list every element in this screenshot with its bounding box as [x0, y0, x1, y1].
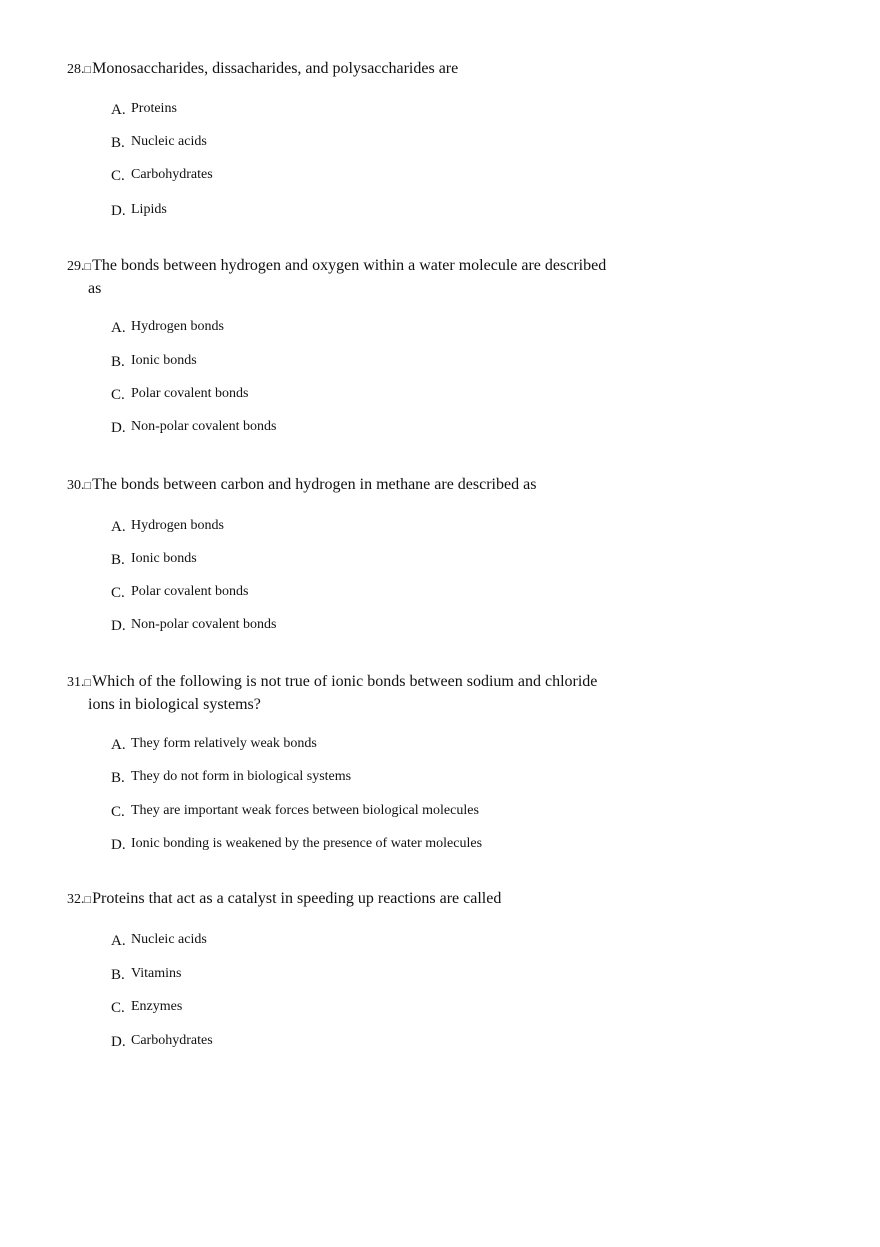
- option-text: Hydrogen bonds: [131, 319, 224, 334]
- option-text: Vitamins: [131, 966, 182, 981]
- option-text: Polar covalent bonds: [131, 386, 249, 401]
- option-c[interactable]: [111, 997, 182, 1016]
- question-number: 29.: [67, 259, 85, 274]
- question-text: Monosaccharides, dissacharides, and polysaccharides are: [92, 60, 459, 77]
- option-d[interactable]: [111, 1031, 213, 1050]
- option-text: Ionic bonds: [131, 353, 197, 368]
- option-c[interactable]: [111, 582, 248, 601]
- option-letter: D.: [111, 1034, 126, 1050]
- option-letter: C.: [111, 804, 125, 820]
- option-text: Nucleic acids: [131, 932, 207, 947]
- question-stem: [67, 671, 667, 715]
- question-text: The bonds between carbon and hydrogen in methane are described as: [92, 476, 537, 493]
- option-a[interactable]: [111, 734, 317, 753]
- option-letter: A.: [111, 102, 126, 118]
- option-c[interactable]: [111, 165, 213, 184]
- option-text: Hydrogen bonds: [131, 518, 224, 533]
- option-text: Ionic bonds: [131, 551, 197, 566]
- option-letter: A.: [111, 933, 126, 949]
- checkbox-glyph-icon: □: [84, 894, 92, 906]
- option-text: Carbohydrates: [131, 1033, 213, 1048]
- question-number: 30.: [67, 478, 85, 493]
- question-stem: [67, 474, 667, 497]
- option-letter: B.: [111, 354, 125, 370]
- option-letter: B.: [111, 967, 125, 983]
- checkbox-glyph-icon: □: [84, 480, 92, 492]
- checkbox-glyph-icon: □: [84, 677, 92, 689]
- question-text: The bonds between hydrogen and oxygen within a water molecule are described: [92, 257, 607, 274]
- option-text: Ionic bonding is weakened by the presence of water molecules: [131, 836, 483, 851]
- option-b[interactable]: [111, 767, 351, 786]
- option-b[interactable]: [111, 964, 182, 983]
- option-letter: B.: [111, 552, 125, 568]
- option-b[interactable]: [111, 351, 197, 370]
- option-a[interactable]: [111, 317, 224, 336]
- option-a[interactable]: [111, 99, 177, 118]
- question-text: Proteins that act as a catalyst in speeding up reactions are called: [92, 890, 502, 907]
- option-a[interactable]: [111, 930, 207, 949]
- option-letter: A.: [111, 519, 126, 535]
- option-letter: B.: [111, 770, 125, 786]
- option-letter: D.: [111, 837, 126, 853]
- option-letter: C.: [111, 387, 125, 403]
- option-text: Non-polar covalent bonds: [131, 617, 277, 632]
- option-letter: B.: [111, 135, 125, 151]
- option-letter: A.: [111, 737, 126, 753]
- option-text: Carbohydrates: [131, 167, 213, 182]
- option-d[interactable]: [111, 417, 276, 436]
- option-letter: D.: [111, 618, 126, 634]
- option-text: Non-polar covalent bonds: [131, 419, 277, 434]
- option-b[interactable]: [111, 549, 197, 568]
- option-d[interactable]: [111, 615, 276, 634]
- option-text: Proteins: [131, 101, 177, 116]
- option-letter: C.: [111, 1000, 125, 1016]
- option-letter: C.: [111, 585, 125, 601]
- option-c[interactable]: [111, 384, 248, 403]
- option-text: They are important weak forces between biological molecules: [131, 803, 479, 818]
- question-text-continued: ions in biological systems?: [88, 696, 261, 713]
- option-text: Lipids: [131, 202, 167, 217]
- question-number: 32.: [67, 892, 85, 907]
- question-stem: [67, 255, 667, 299]
- option-text: Nucleic acids: [131, 134, 207, 149]
- option-letter: D.: [111, 420, 126, 436]
- option-letter: C.: [111, 168, 125, 184]
- question-number: 28.: [67, 62, 85, 77]
- option-text: They do not form in biological systems: [131, 769, 352, 784]
- option-d[interactable]: [111, 834, 482, 853]
- option-c[interactable]: [111, 801, 479, 820]
- question-stem: [67, 888, 667, 911]
- checkbox-glyph-icon: □: [84, 64, 92, 76]
- question-number: 31.: [67, 675, 85, 690]
- question-text: Which of the following is not true of ionic bonds between sodium and chloride: [92, 673, 598, 690]
- option-text: Polar covalent bonds: [131, 584, 249, 599]
- option-text: They form relatively weak bonds: [131, 736, 317, 751]
- option-d[interactable]: [111, 200, 167, 219]
- option-a[interactable]: [111, 516, 224, 535]
- question-stem: [67, 58, 667, 81]
- question-text-continued: as: [88, 280, 102, 297]
- option-text: Enzymes: [131, 999, 183, 1014]
- checkbox-glyph-icon: □: [84, 261, 92, 273]
- option-letter: D.: [111, 203, 126, 219]
- option-b[interactable]: [111, 132, 207, 151]
- option-letter: A.: [111, 320, 126, 336]
